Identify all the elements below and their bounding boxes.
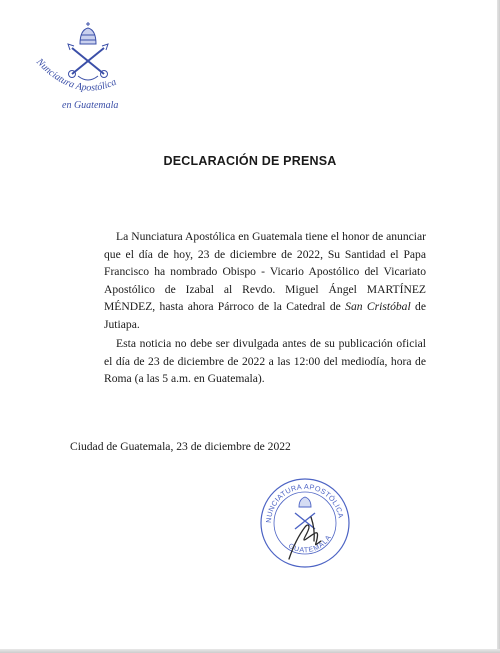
page-edge-shadow-bottom bbox=[0, 649, 500, 653]
announcement-text: La Nunciatura Apostólica en Guatemala tiene el honor de anunciar que el día de hoy, 23 de diciembre de 2022, Su Santidad el Papa Francisco ha nombrado Obispo - Vicario Apostólico del Vicariato Apostólico de Izabal al Revdo. Miguel Ángel MARTÍNEZ MÉNDEZ, hasta ahora Párroco de la Catedral de bbox=[104, 230, 426, 313]
embargo-paragraph: Esta noticia no debe ser divulgada antes de su publicación oficial el día de 23 de diciembre de 2022 a las 12:00 del mediodía, hora de Roma (a las 5 a.m. en Guatemala). bbox=[104, 337, 426, 385]
document-title: DECLARACIÓN DE PRENSA bbox=[163, 154, 337, 168]
place-and-date: Ciudad de Guatemala, 23 de diciembre de 2022 bbox=[70, 440, 291, 453]
crest-text-line2: en Guatemala bbox=[62, 100, 119, 111]
crest-text-line1: Nunciatura Apostólica bbox=[33, 56, 119, 94]
announcement-text-end: de Jutiapa. bbox=[104, 300, 426, 331]
official-seal-with-signature bbox=[259, 477, 351, 569]
cathedral-name: San Cristóbal bbox=[345, 300, 411, 313]
seal-top-text: NUNCIATURA APOSTÓLICA bbox=[263, 481, 346, 524]
seal-bottom-text: GUATEMALA bbox=[287, 533, 334, 555]
announcement-paragraph bbox=[104, 228, 426, 333]
nunciature-crest-logo bbox=[28, 18, 148, 118]
